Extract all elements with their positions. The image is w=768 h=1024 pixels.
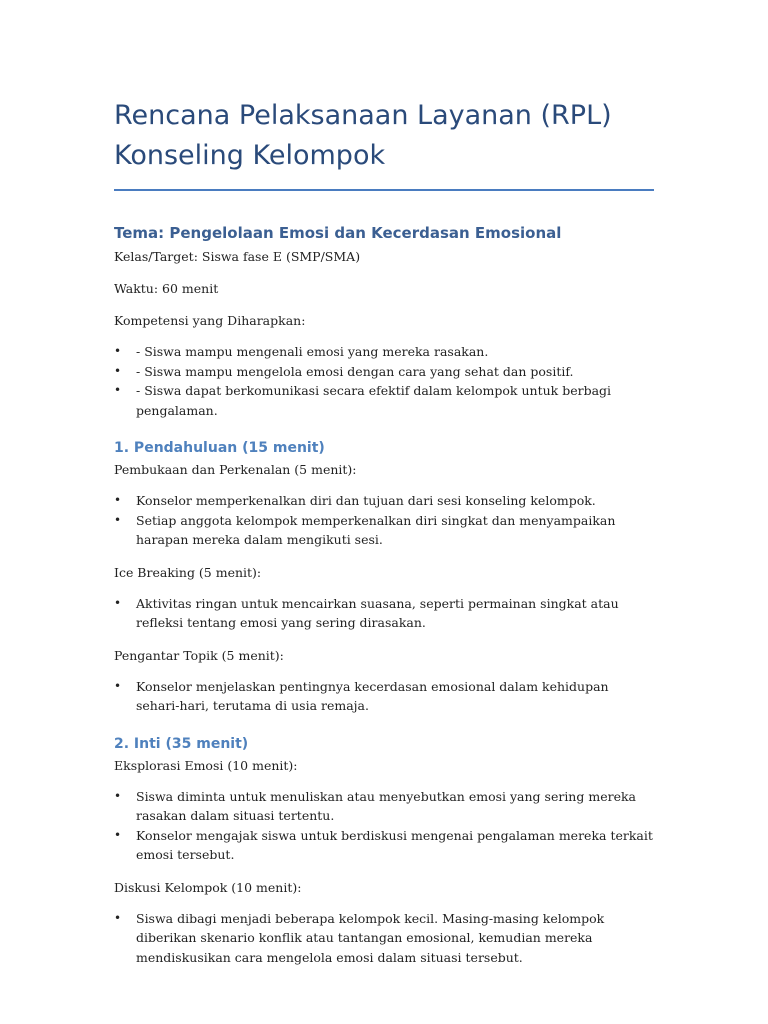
bullet-icon: • — [114, 595, 122, 610]
section-heading-inti: 2. Inti (35 menit) — [114, 735, 249, 752]
competency-list — [114, 342, 654, 420]
document-title — [114, 96, 654, 176]
bullet-icon: • — [114, 512, 122, 527]
bullet-icon: • — [114, 344, 122, 358]
icebreak-list — [114, 594, 654, 633]
list-item: • Setiap anggota kelompok memperkenalkan diri singkat dan menyampaikan harapan mereka dalam mengikuti sesi. — [114, 512, 616, 547]
list-item: • - Siswa mampu mengelola emosi dengan cara yang sehat dan positif. — [114, 362, 654, 382]
list-item: • Siswa diminta untuk menuliskan atau menyebutkan emosi yang sering mereka rasakan dalam situasi tertentu. — [114, 788, 636, 823]
discussion-list — [114, 909, 654, 968]
time-text: Waktu: 60 menit — [114, 281, 219, 296]
list-item: • - Siswa dapat berkomunikasi secara efektif dalam kelompok untuk berbagi pengalaman. — [114, 383, 612, 418]
title-line-2: Konseling Kelompok — [114, 140, 386, 171]
list-item: • Konselor memperkenalkan diri dan tujuan dari sesi konseling kelompok. — [114, 491, 654, 511]
section-heading-pendahuluan: 1. Pendahuluan (15 menit) — [114, 440, 325, 456]
list-item: • Aktivitas ringan untuk mencairkan suasana, seperti permainan singkat atau refleksi tentang emosi yang sering dirasakan. — [114, 595, 619, 630]
bullet-icon: • — [114, 788, 122, 803]
bullet-icon: • — [114, 827, 122, 842]
bullet-icon: • — [114, 493, 122, 507]
bullet-icon: • — [114, 910, 122, 925]
bullet-icon: • — [114, 383, 122, 397]
discussion-label: Diskusi Kelompok (10 menit): — [114, 879, 302, 895]
icebreak-label: Ice Breaking (5 menit): — [114, 564, 262, 580]
explore-label: Eksplorasi Emosi (10 menit): — [114, 757, 298, 773]
list-item: • Siswa dibagi menjadi beberapa kelompok kecil. Masing-masing kelompok diberikan skenario konflik atau tantangan emosional, kemudian mereka mendiskusikan cara mengelola emosi dalam situasi tersebut. — [114, 910, 605, 965]
intro-label: Pengantar Topik (5 menit): — [114, 647, 284, 663]
opening-list — [114, 491, 654, 550]
explore-list — [114, 787, 654, 865]
list-item: • - Siswa mampu mengenali emosi yang mereka rasakan. — [114, 342, 654, 362]
list-item: • Konselor mengajak siswa untuk berdiskusi mengenai pengalaman mereka terkait emosi tersebut. — [114, 827, 653, 862]
opening-label: Pembukaan dan Perkenalan (5 menit): — [114, 462, 357, 477]
title-line-1: Rencana Pelaksanaan Layanan (RPL) — [114, 100, 612, 131]
bullet-icon: • — [114, 363, 122, 378]
bullet-icon: • — [114, 678, 122, 693]
intro-list — [114, 677, 654, 716]
target-text: Kelas/Target: Siswa fase E (SMP/SMA) — [114, 249, 361, 264]
theme-heading: Tema: Pengelolaan Emosi dan Kecerdasan Emosional — [114, 224, 562, 242]
title-underline — [114, 189, 654, 191]
list-item: • Konselor menjelaskan pentingnya kecerdasan emosional dalam kehidupan sehari-hari, terutama di usia remaja. — [114, 678, 609, 713]
competency-label: Kompetensi yang Diharapkan: — [114, 313, 306, 328]
